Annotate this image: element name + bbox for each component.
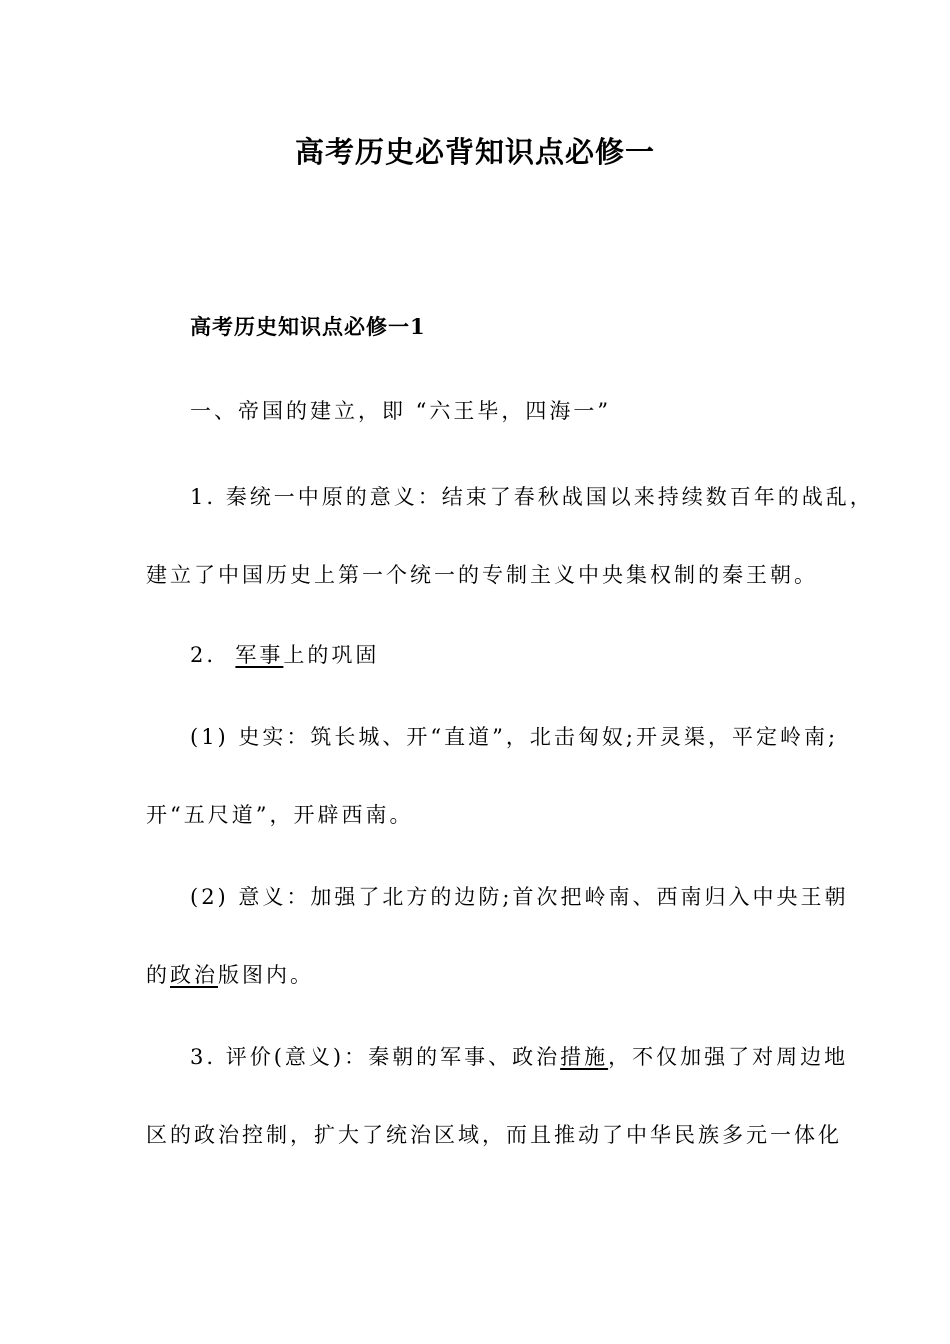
- paragraph-5-line-2: 区的政治控制，扩大了统治区域，而且推动了中华民族多元一体化: [146, 1123, 842, 1147]
- paragraph-1-line-2: 建立了中国历史上第一个统一的专制主义中央集权制的秦王朝。: [146, 563, 818, 587]
- heading-empire-establishment: 一、帝国的建立，即 “六王毕，四海一”: [190, 399, 612, 423]
- paragraph-2-text: 上的巩固: [283, 643, 380, 667]
- paragraph-5-prefix: 3. 评价(意义)：秦朝的军事、政治: [190, 1045, 561, 1069]
- paragraph-2: [190, 640, 379, 670]
- document-title: 高考历史必背知识点必修一: [294, 135, 655, 169]
- military-term: 军事: [235, 643, 284, 667]
- paragraph-4-prefix: 的: [146, 963, 170, 987]
- paragraph-5-line-1: [190, 1042, 848, 1072]
- paragraph-3-line-2: 开“五尺道”，开辟西南。: [146, 803, 414, 827]
- paragraph-4-suffix: 版图内。: [218, 963, 314, 987]
- paragraph-2-number: 2.: [190, 643, 236, 667]
- politics-term: 政治: [170, 963, 218, 987]
- section-subtitle: 高考历史知识点必修一1: [190, 314, 426, 339]
- paragraph-4-line-2: [146, 960, 314, 990]
- paragraph-5-suffix: ，不仅加强了对周边地: [608, 1045, 849, 1069]
- measures-term: 措施: [560, 1045, 609, 1069]
- paragraph-3-line-1: (1) 史实：筑长城、开“直道”，北击匈奴;开灵渠，平定岭南;: [190, 725, 839, 749]
- paragraph-1-line-1: 1. 秦统一中原的意义：结束了春秋战国以来持续数百年的战乱，: [190, 485, 874, 509]
- paragraph-4-line-1: (2) 意义：加强了北方的边防;首次把岭南、西南归入中央王朝: [190, 885, 849, 909]
